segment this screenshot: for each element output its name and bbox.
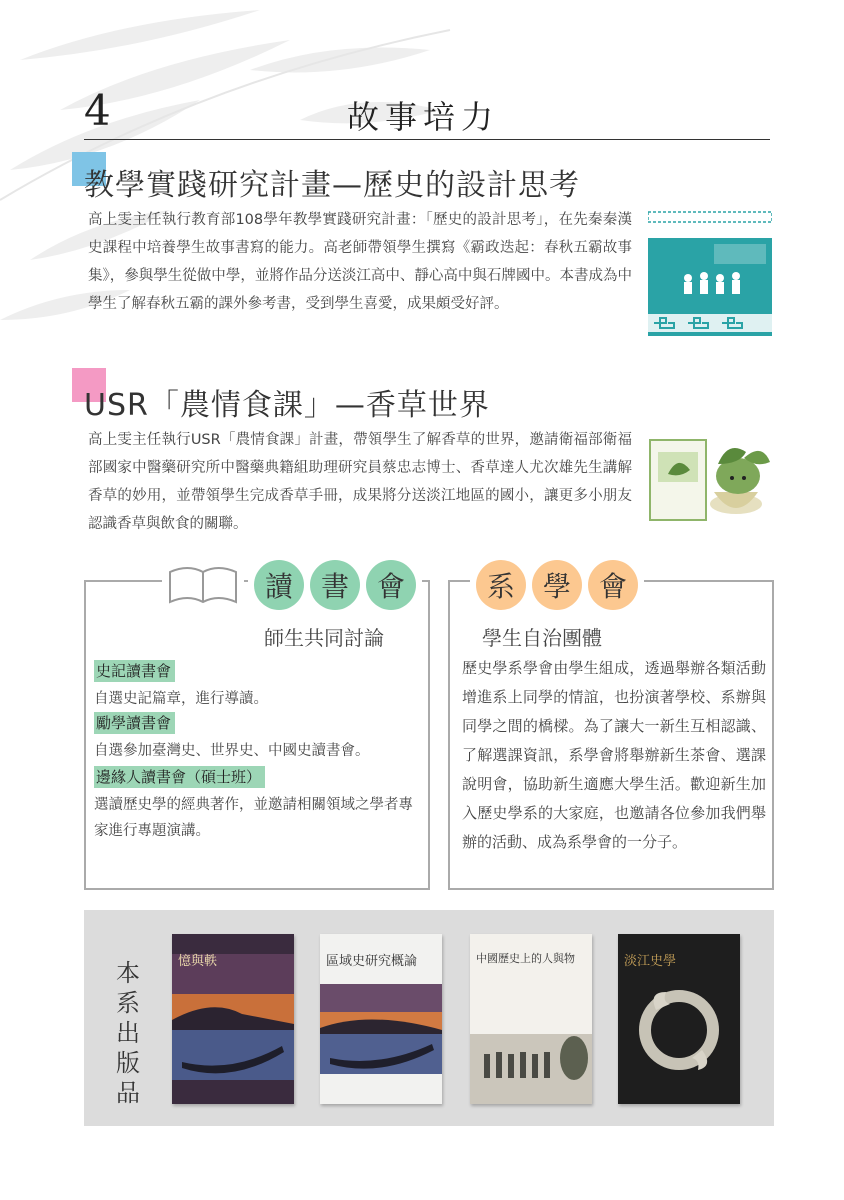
club-desc: 自選參加臺灣史、世界史、中國史讀書會。: [94, 743, 370, 759]
student-assoc-subtitle: 學生自治團體: [482, 626, 602, 650]
publication-cover: [320, 934, 442, 1104]
heading-char: 會: [366, 560, 416, 610]
book-title: 憶與軼: [178, 954, 218, 969]
publications-label: 本系出版品: [116, 959, 140, 1107]
club-item: [94, 660, 424, 712]
book-title: 淡江史學: [624, 954, 677, 969]
club-name: 勵學讀書會: [94, 712, 175, 734]
reading-club-subtitle: 師生共同討論: [264, 626, 384, 650]
publication-cover: [618, 934, 740, 1104]
club-desc: 自選史記篇章，進行導讀。: [94, 691, 268, 707]
heading-char: 系: [476, 560, 526, 610]
club-name: 邊緣人讀書會（碩士班）: [94, 766, 265, 788]
chapter-title: 故事培力: [347, 98, 500, 136]
book-title: 區域史研究概論: [326, 954, 418, 969]
heading-char: 會: [588, 560, 638, 610]
club-name: 史記讀書會: [94, 660, 175, 682]
section1-body: 高上雯主任執行教育部108學年教學實踐研究計畫：「歷史的設計思考」，在先秦秦漢史課程中培養學生故事書寫的能力。高老師帶領學生撰寫《霸政迭起：春秋五霸故事集》，參與學生從做中學，並將作品分送淡江高中、靜心高中與石牌國中。本書成為中學生了解春秋五霸的課外參考書，受到學生喜愛，成果頗受好評。: [88, 212, 632, 312]
heading-char: 學: [532, 560, 582, 610]
publication-cover: [172, 934, 294, 1104]
book-title: 中國歷史上的人與物: [476, 952, 575, 965]
header-divider: [84, 139, 770, 140]
section2-body: 高上雯主任執行USR「農情食課」計畫，帶領學生了解香草的世界，邀請衛福部衛福部國家中醫藥研究所中醫藥典籍組助理研究員蔡忠志博士、香草達人尤次雄先生講解香草的妙用，並帶領學生完成香草手冊，成果將分送淡江地區的國小，讓更多小朋友認識香草與飲食的關聯。: [88, 432, 632, 532]
reading-club-heading: [248, 560, 422, 610]
student-assoc-heading: [470, 560, 644, 610]
herb-handbook-image: [648, 434, 772, 526]
open-book-icon: [162, 560, 244, 610]
club-item: [94, 712, 424, 764]
club-desc: 選讀歷史學的經典著作，並邀請相關領域之學者專家進行專題演講。: [94, 797, 413, 839]
page-number: 4: [84, 86, 111, 135]
book-cover-image: [648, 210, 772, 336]
student-assoc-body: 歷史學系學會由學生組成，透過舉辦各類活動增進系上同學的情誼，也扮演著學校、系辦與同學之間的橋樑。為了讓大一新生互相認識、了解選課資訊，系學會將舉辦新生茶會、選課說明會，協助新生適應大學生活。歡迎新生加入歷史學系的大家庭，也邀請各位參加我們舉辦的活動、成為系學會的一分子。: [462, 659, 766, 851]
club-item: [94, 766, 424, 844]
heading-char: 書: [310, 560, 360, 610]
section2-title: USR「農情食課」—香草世界: [84, 388, 490, 423]
heading-char: 讀: [254, 560, 304, 610]
section1-title: 教學實踐研究計畫—歷史的設計思考: [84, 168, 580, 203]
publication-cover: [470, 934, 592, 1104]
